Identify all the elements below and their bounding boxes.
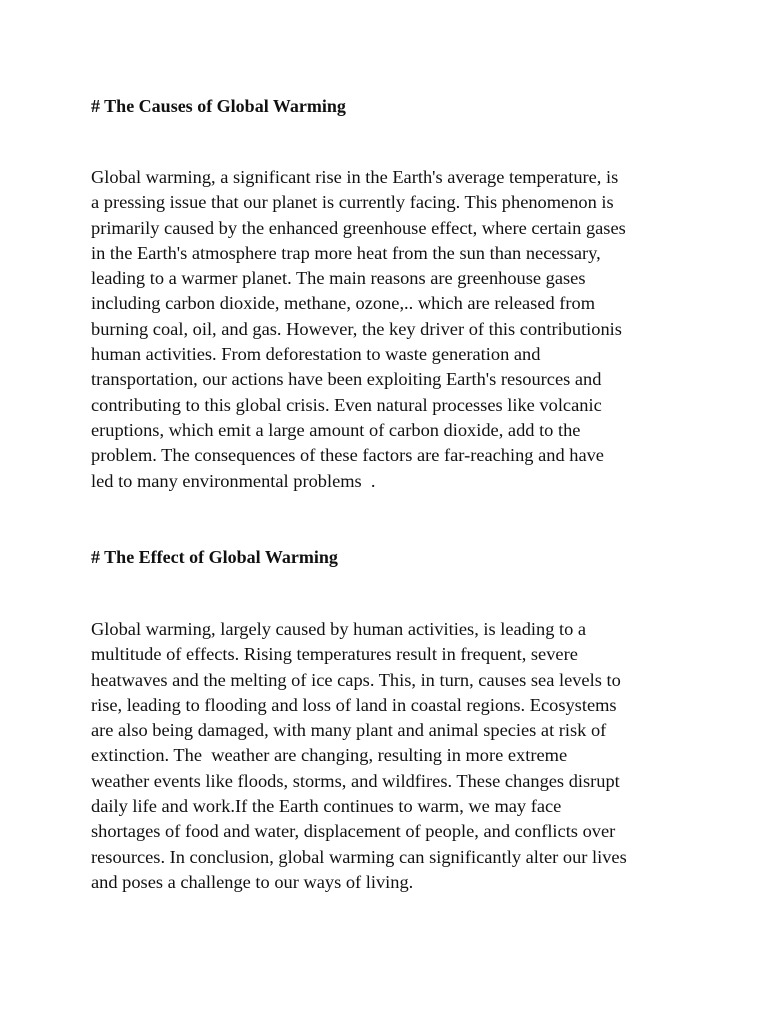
paragraph-line: Global warming, largely caused by human activities, is leading to a (91, 619, 587, 639)
paragraph-line: transportation, our actions have been exploiting Earth's resources and (91, 369, 602, 390)
paragraph-line: problem. The consequences of these factors are far-reaching and have (91, 445, 604, 466)
paragraph-line: primarily caused by the enhanced greenhouse effect, where certain gases (91, 217, 626, 238)
paragraph-line: contributing to this global crisis. Even natural processes like volcanic (91, 394, 602, 415)
paragraph-line: are also being damaged, with many plant and animal species at risk of (91, 720, 607, 741)
paragraph-line: led to many environmental problems . (91, 470, 376, 491)
paragraph-line: multitude of effects. Rising temperatures result in frequent, severe (91, 644, 578, 665)
paragraph-line: Global warming, a significant rise in the Earth's average temperature, is (91, 167, 619, 187)
paragraph-line: resources. In conclusion, global warming can significantly alter our lives (91, 846, 627, 867)
paragraph-line: eruptions, which emit a large amount of carbon dioxide, add to the (91, 419, 581, 440)
paragraph-line: in the Earth's atmosphere trap more heat from the sun than necessary, (91, 242, 601, 263)
paragraph-line: shortages of food and water, displacement of people, and conflicts over (91, 821, 616, 842)
paragraph-line: a pressing issue that our planet is currently facing. This phenomenon is (91, 192, 614, 213)
paragraph-line: heatwaves and the melting of ice caps. This, in turn, causes sea levels to (91, 669, 621, 690)
paragraph-line: including carbon dioxide, methane, ozone,.. which are released from (91, 293, 596, 314)
paragraph-line: leading to a warmer planet. The main reasons are greenhouse gases (91, 268, 586, 289)
section-heading-effect: # The Effect of Global Warming (91, 547, 338, 567)
paragraph-causes (91, 165, 691, 494)
paragraph-effect (91, 617, 691, 895)
paragraph-line: and poses a challenge to our ways of living. (91, 871, 414, 892)
paragraph-line: human activities. From deforestation to waste generation and (91, 344, 541, 365)
section-heading-causes: # The Causes of Global Warming (91, 96, 346, 116)
paragraph-line: burning coal, oil, and gas. However, the key driver of this contributionis (91, 318, 622, 339)
paragraph-line: daily life and work.If the Earth continues to warm, we may face (91, 796, 562, 817)
paragraph-line: extinction. The weather are changing, resulting in more extreme (91, 745, 568, 766)
paragraph-line: rise, leading to flooding and loss of land in coastal regions. Ecosystems (91, 694, 617, 715)
paragraph-line: weather events like floods, storms, and wildfires. These changes disrupt (91, 770, 620, 791)
